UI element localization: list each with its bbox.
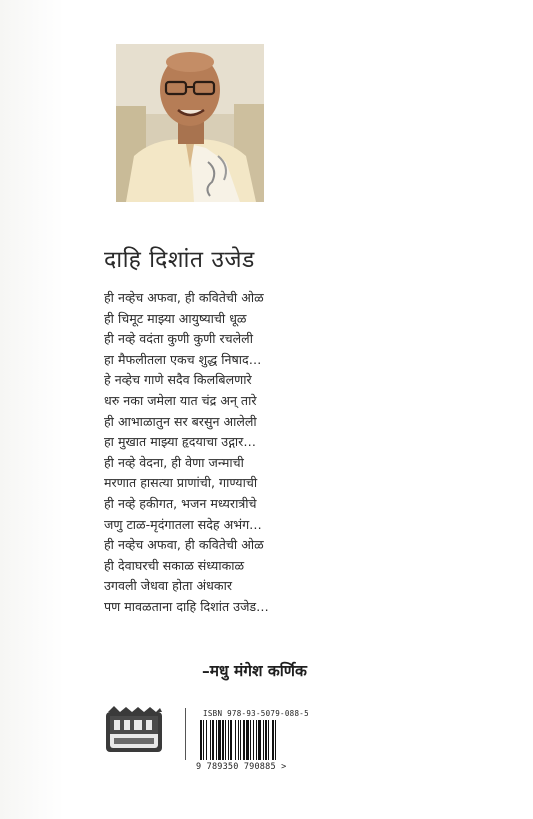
poem-line: ही नव्हे हकीगत, भजन मध्यरात्रीचे [104,495,257,511]
author-signature: –मधु मंगेश कर्णिक [202,662,307,680]
poem-line: ही नव्हे वेदना, ही वेणा जन्माची [104,454,244,470]
poem-line: ही आभाळातुन सर बरसुन आलेली [104,413,257,429]
poem-line: हा मुखात माझ्या हृदयाचा उद्गार… [104,434,256,450]
publisher-logo [104,706,164,754]
author-photo [116,44,264,202]
barcode-digits: 9 789350 790885 > [196,762,287,772]
book-title: दाहि दिशांत उजेड [104,247,255,273]
isbn-label: ISBN 978-93-5079-088-5 [203,709,309,718]
vertical-divider [185,708,186,760]
poem-line: ही देवाघरची सकाळ संध्याकाळ [104,557,245,573]
poem-line: धरु नका जमेला यात चंद्र अन् तारे [104,392,257,408]
poem-line: ही चिमूट माझ्या आयुष्याची धूळ [104,310,247,326]
poem-line: उगवली जेधवा होता अंधकार [104,578,232,594]
poem-line: हे नव्हेच गाणे सदैव किलबिलणारे [104,372,252,388]
poem-line: ही नव्हेच अफवा, ही कवितेची ओळ [104,537,264,553]
poem-line: जणु टाळ-मृदंगातला सदेह अभंग… [104,516,262,532]
poem-line: ही नव्हे वदंता कुणी कुणी रचलेली [104,331,253,347]
poem-line: ही नव्हेच अफवा, ही कवितेची ओळ [104,290,264,305]
isbn-barcode [200,720,302,760]
poem-line: पण मावळताना दाहि दिशांत उजेड… [104,598,269,614]
poem-line: मरणात हासत्या प्राणांची, गाण्याची [104,475,258,491]
poem-line: हा मैफलीतला एकच शुद्ध निषाद… [104,351,262,367]
poem-text [104,288,344,618]
